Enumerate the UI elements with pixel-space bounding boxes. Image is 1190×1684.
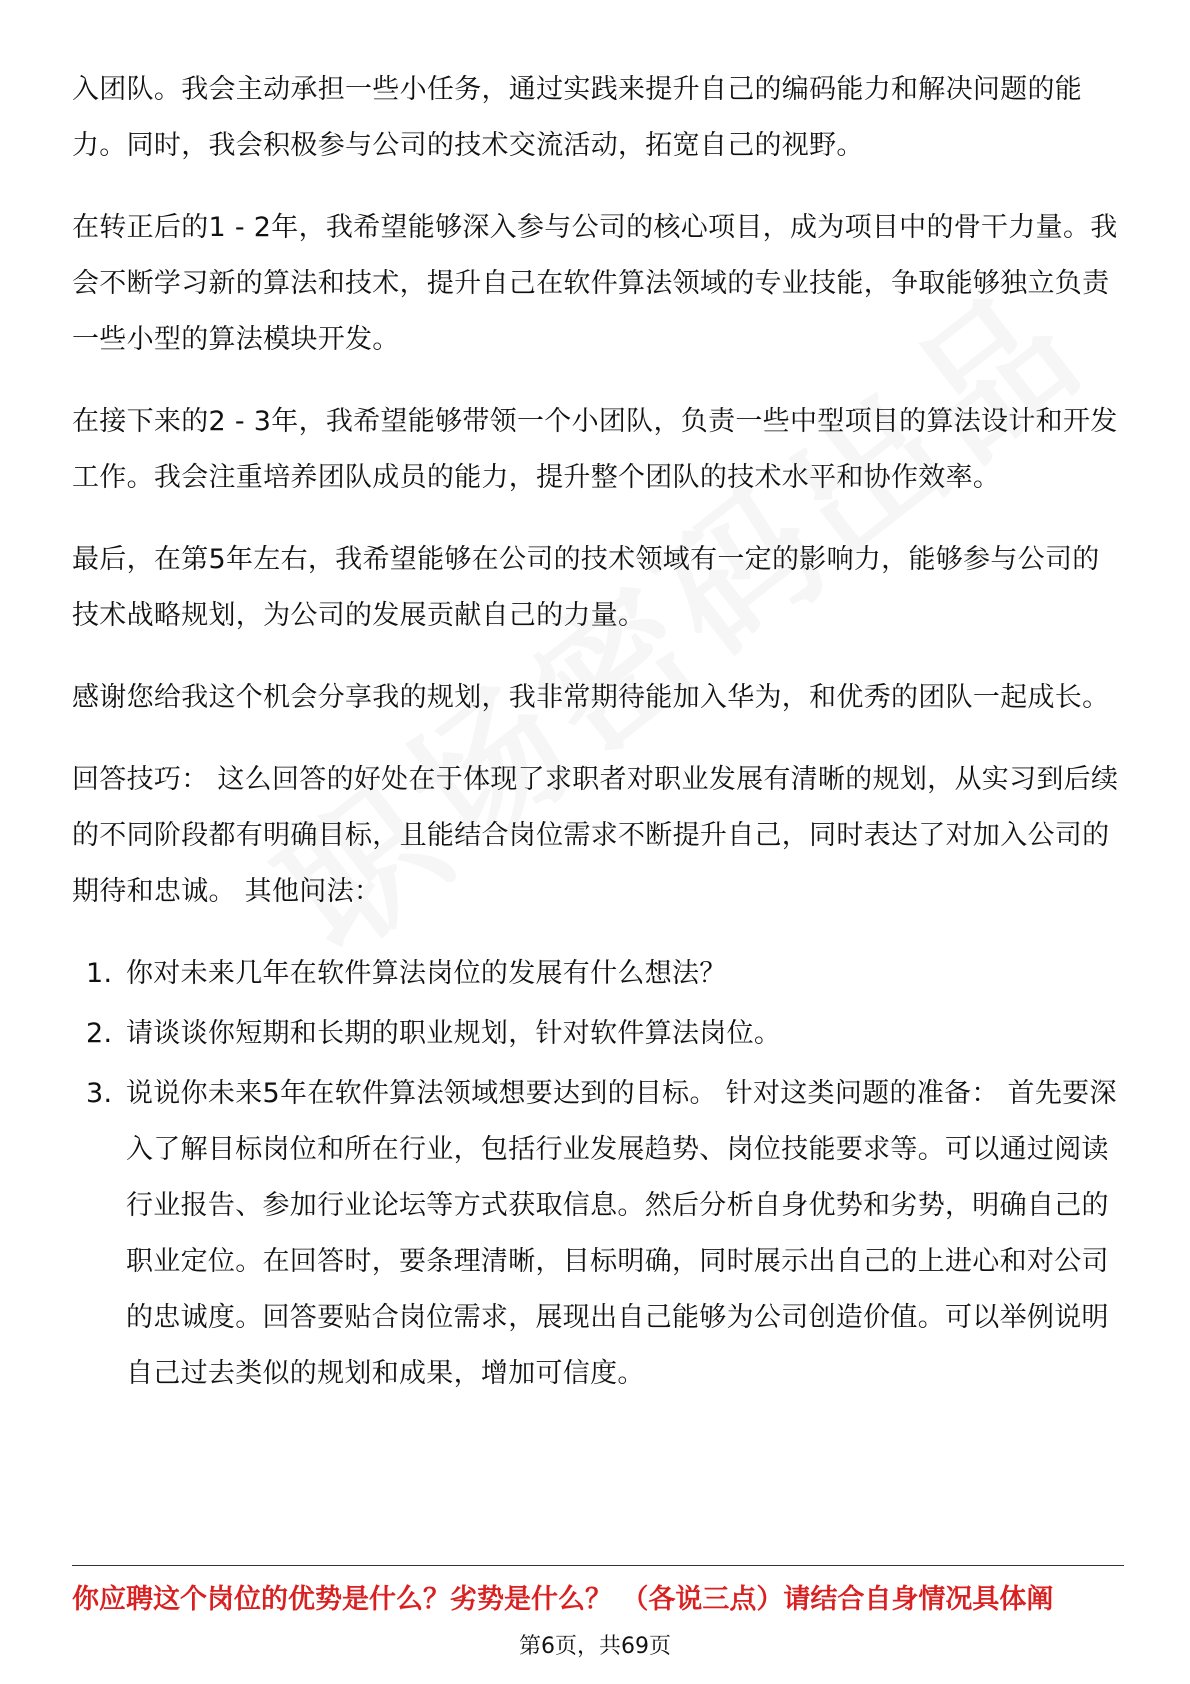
paragraph-3: 在接下来的2 - 3年，我希望能够带领一个小团队，负责一些中型项目的算法设计和开发工作。我会注重培养团队成员的能力，提升整个团队的技术水平和协作效率。 xyxy=(72,406,1118,493)
next-question-heading: 你应聘这个岗位的优势是什么？劣势是什么？ （各说三点）请结合自身情况具体阐 xyxy=(72,1584,1054,1615)
list-item xyxy=(72,1006,1122,1062)
list-text: 你对未来几年在软件算法岗位的发展有什么想法？ xyxy=(126,958,727,989)
page-body xyxy=(72,62,1122,1406)
list-text: 请谈谈你短期和长期的职业规划，针对软件算法岗位。 xyxy=(126,1018,782,1049)
list-item xyxy=(72,1066,1122,1402)
paragraph-5: 感谢您给我这个机会分享我的规划，我非常期待能加入华为，和优秀的团队一起成长。 xyxy=(72,682,1110,713)
paragraph-2: 在转正后的1 - 2年，我希望能够深入参与公司的核心项目，成为项目中的骨干力量。我会不断学习新的算法和技术，提升自己在软件算法领域的专业技能，争取能够独立负责一些小型的算法模块开发。 xyxy=(72,212,1118,355)
list-number: 3. xyxy=(86,1078,113,1109)
paragraph-4: 最后，在第5年左右，我希望能够在公司的技术领域有一定的影响力，能够参与公司的技术战略规划，为公司的发展贡献自己的力量。 xyxy=(72,544,1100,631)
list-item xyxy=(72,946,1122,1002)
list-number: 1. xyxy=(86,958,113,989)
alternative-questions-list xyxy=(72,946,1122,1402)
footer-divider xyxy=(72,1565,1124,1566)
list-number: 2. xyxy=(86,1018,113,1049)
list-text: 说说你未来5年在软件算法领域想要达到的目标。 针对这类问题的准备： 首先要深入了解目标岗位和所在行业，包括行业发展趋势、岗位技能要求等。可以通过阅读行业报告、参加行业论坛等方式获取信息。然后分析自身优势和劣势，明确自己的职业定位。在回答时，要条理清晰，目标明确，同时展示出自己的上进心和对公司的忠诚度。回答要贴合岗位需求，展现出自己能够为公司创造价值。可以举例说明自己过去类似的规划和成果，增加可信度。 xyxy=(126,1078,1117,1389)
paragraph-1: 入团队。我会主动承担一些小任务，通过实践来提升自己的编码能力和解决问题的能力。同时，我会积极参与公司的技术交流活动，拓宽自己的视野。 xyxy=(72,74,1083,161)
answer-tips-paragraph: 回答技巧： 这么回答的好处在于体现了求职者对职业发展有清晰的规划，从实习到后续的不同阶段都有明确目标，且能结合岗位需求不断提升自己，同时表达了对加入公司的期待和忠诚。 其他问法： xyxy=(72,764,1119,907)
page-number: 第6页，共69页 xyxy=(519,1634,671,1659)
